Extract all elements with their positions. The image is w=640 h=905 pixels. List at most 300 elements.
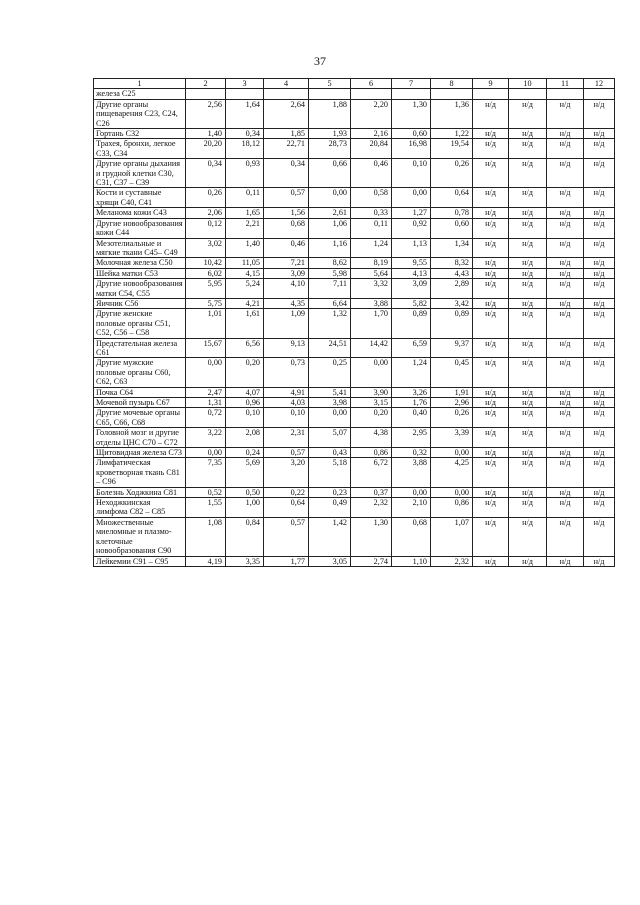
table-cell: н/д — [473, 309, 509, 338]
table-cell: 1,34 — [431, 238, 473, 258]
table-cell: н/д — [509, 309, 547, 338]
table-cell: 4,07 — [226, 387, 264, 397]
row-label: Лимфатическая кроветворная ткань С81 – С96 — [94, 458, 186, 487]
table-row — [94, 238, 615, 258]
table-cell: 1,85 — [264, 129, 309, 139]
row-label: Гортань С32 — [94, 129, 186, 139]
table-cell: 0,49 — [309, 498, 351, 518]
table-cell: 3,42 — [431, 298, 473, 308]
table-cell: 0,45 — [431, 358, 473, 387]
table-row — [94, 338, 615, 358]
table-cell: 0,72 — [186, 408, 226, 428]
table-cell: 0,66 — [309, 159, 351, 188]
table-cell: 2,32 — [351, 498, 392, 518]
table-cell: 0,37 — [351, 487, 392, 497]
table-row — [94, 556, 615, 566]
table-cell: 2,20 — [351, 99, 392, 128]
table-cell: 3,88 — [392, 458, 431, 487]
table-cell: 3,09 — [392, 279, 431, 299]
table-cell — [392, 89, 431, 99]
table-cell: 1,24 — [392, 358, 431, 387]
table-cell: н/д — [547, 159, 584, 188]
table-cell: 0,78 — [431, 208, 473, 218]
table-row — [94, 448, 615, 458]
column-header: 12 — [584, 79, 615, 89]
table-cell: 0,89 — [431, 309, 473, 338]
table-cell: 4,38 — [351, 428, 392, 448]
table-cell: 8,19 — [351, 258, 392, 268]
column-header: 11 — [547, 79, 584, 89]
table-cell: 2,21 — [226, 218, 264, 238]
table-cell: 24,51 — [309, 338, 351, 358]
table-cell: 2,56 — [186, 99, 226, 128]
table-cell: н/д — [509, 208, 547, 218]
table-cell: н/д — [584, 129, 615, 139]
table-cell: н/д — [584, 428, 615, 448]
table-cell: 1,64 — [226, 99, 264, 128]
table-cell: н/д — [509, 238, 547, 258]
table-cell: н/д — [509, 517, 547, 556]
table-cell: 3,39 — [431, 428, 473, 448]
row-label: Щитовидная железа С73 — [94, 448, 186, 458]
table-cell: н/д — [584, 498, 615, 518]
table-cell: н/д — [473, 279, 509, 299]
table-cell: н/д — [547, 338, 584, 358]
table-row — [94, 498, 615, 518]
table-cell: 0,68 — [392, 517, 431, 556]
table-cell: н/д — [509, 218, 547, 238]
table-cell: н/д — [473, 517, 509, 556]
table-cell: н/д — [547, 279, 584, 299]
column-header: 8 — [431, 79, 473, 89]
table-cell: н/д — [473, 398, 509, 408]
table-cell: н/д — [509, 487, 547, 497]
table-cell: н/д — [509, 458, 547, 487]
table-cell: 0,23 — [309, 487, 351, 497]
table-cell: 1,55 — [186, 498, 226, 518]
table-cell: н/д — [584, 448, 615, 458]
table-cell: 2,32 — [431, 556, 473, 566]
table-cell: 20,84 — [351, 139, 392, 159]
table-cell: н/д — [509, 268, 547, 278]
column-header: 3 — [226, 79, 264, 89]
table-cell: 0,25 — [309, 358, 351, 387]
page-number: 37 — [314, 54, 326, 68]
table-cell: 1,30 — [351, 517, 392, 556]
table-row — [94, 129, 615, 139]
table-cell: 1,30 — [392, 99, 431, 128]
table-cell — [509, 89, 547, 99]
column-header: 4 — [264, 79, 309, 89]
table-cell: 4,10 — [264, 279, 309, 299]
table-cell: 0,11 — [226, 188, 264, 208]
table-cell: н/д — [509, 129, 547, 139]
table-cell: н/д — [547, 487, 584, 497]
table-cell: н/д — [547, 238, 584, 258]
row-label: Неходжкинская лимфома С82 – С85 — [94, 498, 186, 518]
table-cell: 0,68 — [264, 218, 309, 238]
table-cell: 14,42 — [351, 338, 392, 358]
table-cell: н/д — [509, 428, 547, 448]
table-cell: 3,88 — [351, 298, 392, 308]
row-label: Кости и суставные хрящи С40, С41 — [94, 188, 186, 208]
table-cell: 6,02 — [186, 268, 226, 278]
table-cell: 0,57 — [264, 448, 309, 458]
table-cell: н/д — [509, 188, 547, 208]
table-cell: 4,21 — [226, 298, 264, 308]
table-cell: 1,76 — [392, 398, 431, 408]
table-cell: 1,01 — [186, 309, 226, 338]
table-cell: н/д — [509, 258, 547, 268]
table-cell: н/д — [584, 358, 615, 387]
table-cell: н/д — [509, 338, 547, 358]
table-cell: 0,52 — [186, 487, 226, 497]
table-cell: н/д — [584, 338, 615, 358]
table-cell: 0,00 — [392, 188, 431, 208]
table-row — [94, 387, 615, 397]
table-cell: 0,34 — [186, 159, 226, 188]
table-cell: 3,26 — [392, 387, 431, 397]
table-cell: 2,06 — [186, 208, 226, 218]
column-header: 6 — [351, 79, 392, 89]
table-cell — [547, 89, 584, 99]
table-cell: 3,15 — [351, 398, 392, 408]
row-label: Предстательная железа С61 — [94, 338, 186, 358]
table-cell: 4,43 — [431, 268, 473, 278]
table-cell: н/д — [509, 408, 547, 428]
table-cell: н/д — [473, 188, 509, 208]
table-cell: н/д — [547, 309, 584, 338]
table-cell: 2,61 — [309, 208, 351, 218]
table-cell: 3,20 — [264, 458, 309, 487]
table-cell: 0,00 — [431, 487, 473, 497]
table-cell: н/д — [473, 448, 509, 458]
table-cell: 18,12 — [226, 139, 264, 159]
table-cell: 2,08 — [226, 428, 264, 448]
table-cell: н/д — [547, 428, 584, 448]
table-cell — [584, 89, 615, 99]
table-cell: 5,75 — [186, 298, 226, 308]
table-cell: 5,41 — [309, 387, 351, 397]
table-cell — [309, 89, 351, 99]
table-cell: 0,26 — [431, 408, 473, 428]
table-cell: 1,09 — [264, 309, 309, 338]
table-cell: н/д — [584, 398, 615, 408]
table-cell: 0,64 — [264, 498, 309, 518]
table-cell: н/д — [547, 258, 584, 268]
table-cell: 1,24 — [351, 238, 392, 258]
row-label: Другие новообразования матки С54, С55 — [94, 279, 186, 299]
table-row — [94, 99, 615, 128]
table-cell: н/д — [473, 498, 509, 518]
table-cell: 3,05 — [309, 556, 351, 566]
table-cell: 3,35 — [226, 556, 264, 566]
row-label: Другие органы пищеварения С23, С24, С26 — [94, 99, 186, 128]
table-cell: 2,74 — [351, 556, 392, 566]
table-cell: 1,88 — [309, 99, 351, 128]
table-cell: н/д — [584, 298, 615, 308]
table-cell: 0,33 — [351, 208, 392, 218]
table-cell: н/д — [509, 139, 547, 159]
table-cell: н/д — [509, 159, 547, 188]
table-row — [94, 309, 615, 338]
table-cell: 9,55 — [392, 258, 431, 268]
table-row — [94, 398, 615, 408]
table-cell: 22,71 — [264, 139, 309, 159]
table-cell: 0,93 — [226, 159, 264, 188]
table-cell: 5,24 — [226, 279, 264, 299]
table-cell: 0,26 — [186, 188, 226, 208]
column-header: 1 — [94, 79, 186, 89]
table-cell: н/д — [473, 487, 509, 497]
table-cell: 0,10 — [392, 159, 431, 188]
table-row — [94, 139, 615, 159]
table-cell: н/д — [473, 218, 509, 238]
table-cell: н/д — [473, 556, 509, 566]
table-cell: н/д — [547, 139, 584, 159]
table-cell: 0,64 — [431, 188, 473, 208]
table-cell: н/д — [547, 99, 584, 128]
row-label: Почка С64 — [94, 387, 186, 397]
table-cell: н/д — [584, 458, 615, 487]
table-cell: н/д — [473, 238, 509, 258]
table-cell: н/д — [584, 556, 615, 566]
table-cell: 2,95 — [392, 428, 431, 448]
table-cell: 1,91 — [431, 387, 473, 397]
table-row — [94, 218, 615, 238]
table-cell: 1,07 — [431, 517, 473, 556]
row-label: Другие мужские половые органы С60, С62, С63 — [94, 358, 186, 387]
table-cell: 0,20 — [226, 358, 264, 387]
table-cell: н/д — [473, 458, 509, 487]
table-cell: 1,40 — [226, 238, 264, 258]
table-cell: н/д — [547, 448, 584, 458]
table-cell: 0,34 — [264, 159, 309, 188]
table-cell: н/д — [509, 448, 547, 458]
table-cell: 3,09 — [264, 268, 309, 278]
row-label: Трахея, бронхи, легкое С33, С34 — [94, 139, 186, 159]
table-cell — [186, 89, 226, 99]
table-cell: 0,00 — [186, 358, 226, 387]
table-cell: 1,16 — [309, 238, 351, 258]
table-cell: н/д — [509, 99, 547, 128]
table-row — [94, 458, 615, 487]
table-cell — [431, 89, 473, 99]
table-cell: н/д — [584, 408, 615, 428]
row-label: Мезотелиальные и мягкие ткани С45– С49 — [94, 238, 186, 258]
table-cell: 1,36 — [431, 99, 473, 128]
column-header: 7 — [392, 79, 431, 89]
table-cell: н/д — [584, 517, 615, 556]
table-cell: 0,10 — [264, 408, 309, 428]
table-cell: 2,16 — [351, 129, 392, 139]
table-cell: н/д — [584, 387, 615, 397]
row-label: Множественные миеломные и плазмо-клеточные новообразования С90 — [94, 517, 186, 556]
table-cell: 3,32 — [351, 279, 392, 299]
table-cell: н/д — [547, 298, 584, 308]
column-header: 9 — [473, 79, 509, 89]
table-cell: н/д — [473, 139, 509, 159]
table-cell: 0,24 — [226, 448, 264, 458]
table-cell: 6,72 — [351, 458, 392, 487]
table-cell: 1,65 — [226, 208, 264, 218]
table-row — [94, 428, 615, 448]
table-cell: 4,13 — [392, 268, 431, 278]
table-cell: 4,91 — [264, 387, 309, 397]
table-cell: 0,57 — [264, 188, 309, 208]
table-row — [94, 188, 615, 208]
table-cell: н/д — [473, 99, 509, 128]
row-label: Другие мочевые органы С65, С66, С68 — [94, 408, 186, 428]
row-label: железа С25 — [94, 89, 186, 99]
table-cell: 3,90 — [351, 387, 392, 397]
table-cell: 4,03 — [264, 398, 309, 408]
table-cell: н/д — [473, 268, 509, 278]
table-cell: 28,73 — [309, 139, 351, 159]
table-cell: 0,57 — [264, 517, 309, 556]
table-cell: н/д — [473, 298, 509, 308]
row-label: Шейка матки С53 — [94, 268, 186, 278]
table-cell: 0,34 — [226, 129, 264, 139]
table-cell: н/д — [473, 387, 509, 397]
table-cell: н/д — [473, 428, 509, 448]
table-cell: 0,00 — [309, 408, 351, 428]
table-cell: 5,98 — [309, 268, 351, 278]
table-cell: 2,96 — [431, 398, 473, 408]
table-cell: 1,08 — [186, 517, 226, 556]
table-cell: 2,89 — [431, 279, 473, 299]
table-cell: н/д — [584, 159, 615, 188]
table-cell: 2,47 — [186, 387, 226, 397]
row-label: Болезнь Ходжкина С81 — [94, 487, 186, 497]
table-cell: 0,60 — [392, 129, 431, 139]
table-cell — [264, 89, 309, 99]
table-cell: 5,07 — [309, 428, 351, 448]
row-label: Мочевой пузырь С67 — [94, 398, 186, 408]
table-cell: 9,13 — [264, 338, 309, 358]
table-cell: н/д — [547, 408, 584, 428]
table-cell: 1,32 — [309, 309, 351, 338]
table-cell: 5,64 — [351, 268, 392, 278]
row-label: Другие новообразования кожи С44 — [94, 218, 186, 238]
table-cell: 1,27 — [392, 208, 431, 218]
table-cell: н/д — [509, 498, 547, 518]
table-cell: н/д — [509, 279, 547, 299]
table-cell: 4,25 — [431, 458, 473, 487]
table-cell: н/д — [584, 99, 615, 128]
table-body — [94, 89, 615, 567]
table-cell: н/д — [473, 208, 509, 218]
table-cell: 15,67 — [186, 338, 226, 358]
table-cell: 2,10 — [392, 498, 431, 518]
table-cell: 0,10 — [226, 408, 264, 428]
table-cell: н/д — [547, 208, 584, 218]
row-label: Другие органы дыхания и грудной клетки С30, С31, С37 – С39 — [94, 159, 186, 188]
table-cell: н/д — [509, 358, 547, 387]
table-cell: 7,21 — [264, 258, 309, 268]
table-cell: н/д — [509, 556, 547, 566]
table-cell: н/д — [584, 218, 615, 238]
statistics-table — [93, 78, 615, 567]
column-header: 2 — [186, 79, 226, 89]
table-cell: 0,89 — [392, 309, 431, 338]
table-cell: н/д — [473, 338, 509, 358]
table-row — [94, 268, 615, 278]
table-cell: н/д — [547, 556, 584, 566]
table-cell: 0,40 — [392, 408, 431, 428]
table-cell: 0,60 — [431, 218, 473, 238]
table-cell: 4,35 — [264, 298, 309, 308]
table-cell: 1,56 — [264, 208, 309, 218]
table-cell: н/д — [547, 129, 584, 139]
table-cell: 0,00 — [392, 487, 431, 497]
table-cell: н/д — [584, 487, 615, 497]
header-row — [94, 79, 615, 89]
table-cell: н/д — [584, 268, 615, 278]
table-cell: 6,59 — [392, 338, 431, 358]
table-cell: 0,20 — [351, 408, 392, 428]
row-label: Меланома кожи С43 — [94, 208, 186, 218]
table-cell: н/д — [547, 498, 584, 518]
table-row — [94, 408, 615, 428]
table-cell: н/д — [584, 188, 615, 208]
table-cell: 0,50 — [226, 487, 264, 497]
table-cell — [226, 89, 264, 99]
table-cell — [351, 89, 392, 99]
table-cell: 0,32 — [392, 448, 431, 458]
table-cell: 0,73 — [264, 358, 309, 387]
table-cell: н/д — [584, 258, 615, 268]
table-cell: 5,69 — [226, 458, 264, 487]
table-cell: 0,86 — [431, 498, 473, 518]
table-cell: н/д — [547, 387, 584, 397]
table-cell: 5,18 — [309, 458, 351, 487]
table-cell: 1,61 — [226, 309, 264, 338]
table-cell: 0,96 — [226, 398, 264, 408]
table-cell: 1,93 — [309, 129, 351, 139]
table-row — [94, 258, 615, 268]
table-cell: н/д — [584, 279, 615, 299]
table-cell: 0,00 — [351, 358, 392, 387]
table-row — [94, 517, 615, 556]
row-label: Головной мозг и другие отделы ЦНС С70 – С72 — [94, 428, 186, 448]
table-cell: 0,92 — [392, 218, 431, 238]
table-cell: 0,26 — [431, 159, 473, 188]
column-header: 5 — [309, 79, 351, 89]
table-cell: н/д — [473, 258, 509, 268]
row-label: Другие женские половые органы С51, С52, С56 – С58 — [94, 309, 186, 338]
table-cell — [473, 89, 509, 99]
table-cell: н/д — [547, 218, 584, 238]
table-cell: н/д — [509, 398, 547, 408]
table-cell: н/д — [473, 159, 509, 188]
row-label: Яичник С56 — [94, 298, 186, 308]
table-cell: 20,20 — [186, 139, 226, 159]
table-cell: н/д — [547, 458, 584, 487]
table-cell: 1,31 — [186, 398, 226, 408]
table-cell: 3,02 — [186, 238, 226, 258]
table-cell: 0,46 — [264, 238, 309, 258]
table-cell: 1,42 — [309, 517, 351, 556]
table-cell: 0,43 — [309, 448, 351, 458]
table-cell: н/д — [584, 309, 615, 338]
table-cell: 1,10 — [392, 556, 431, 566]
table-cell: 0,11 — [351, 218, 392, 238]
table-row — [94, 298, 615, 308]
table-cell: 7,35 — [186, 458, 226, 487]
table-cell: н/д — [584, 238, 615, 258]
table-row — [94, 358, 615, 387]
